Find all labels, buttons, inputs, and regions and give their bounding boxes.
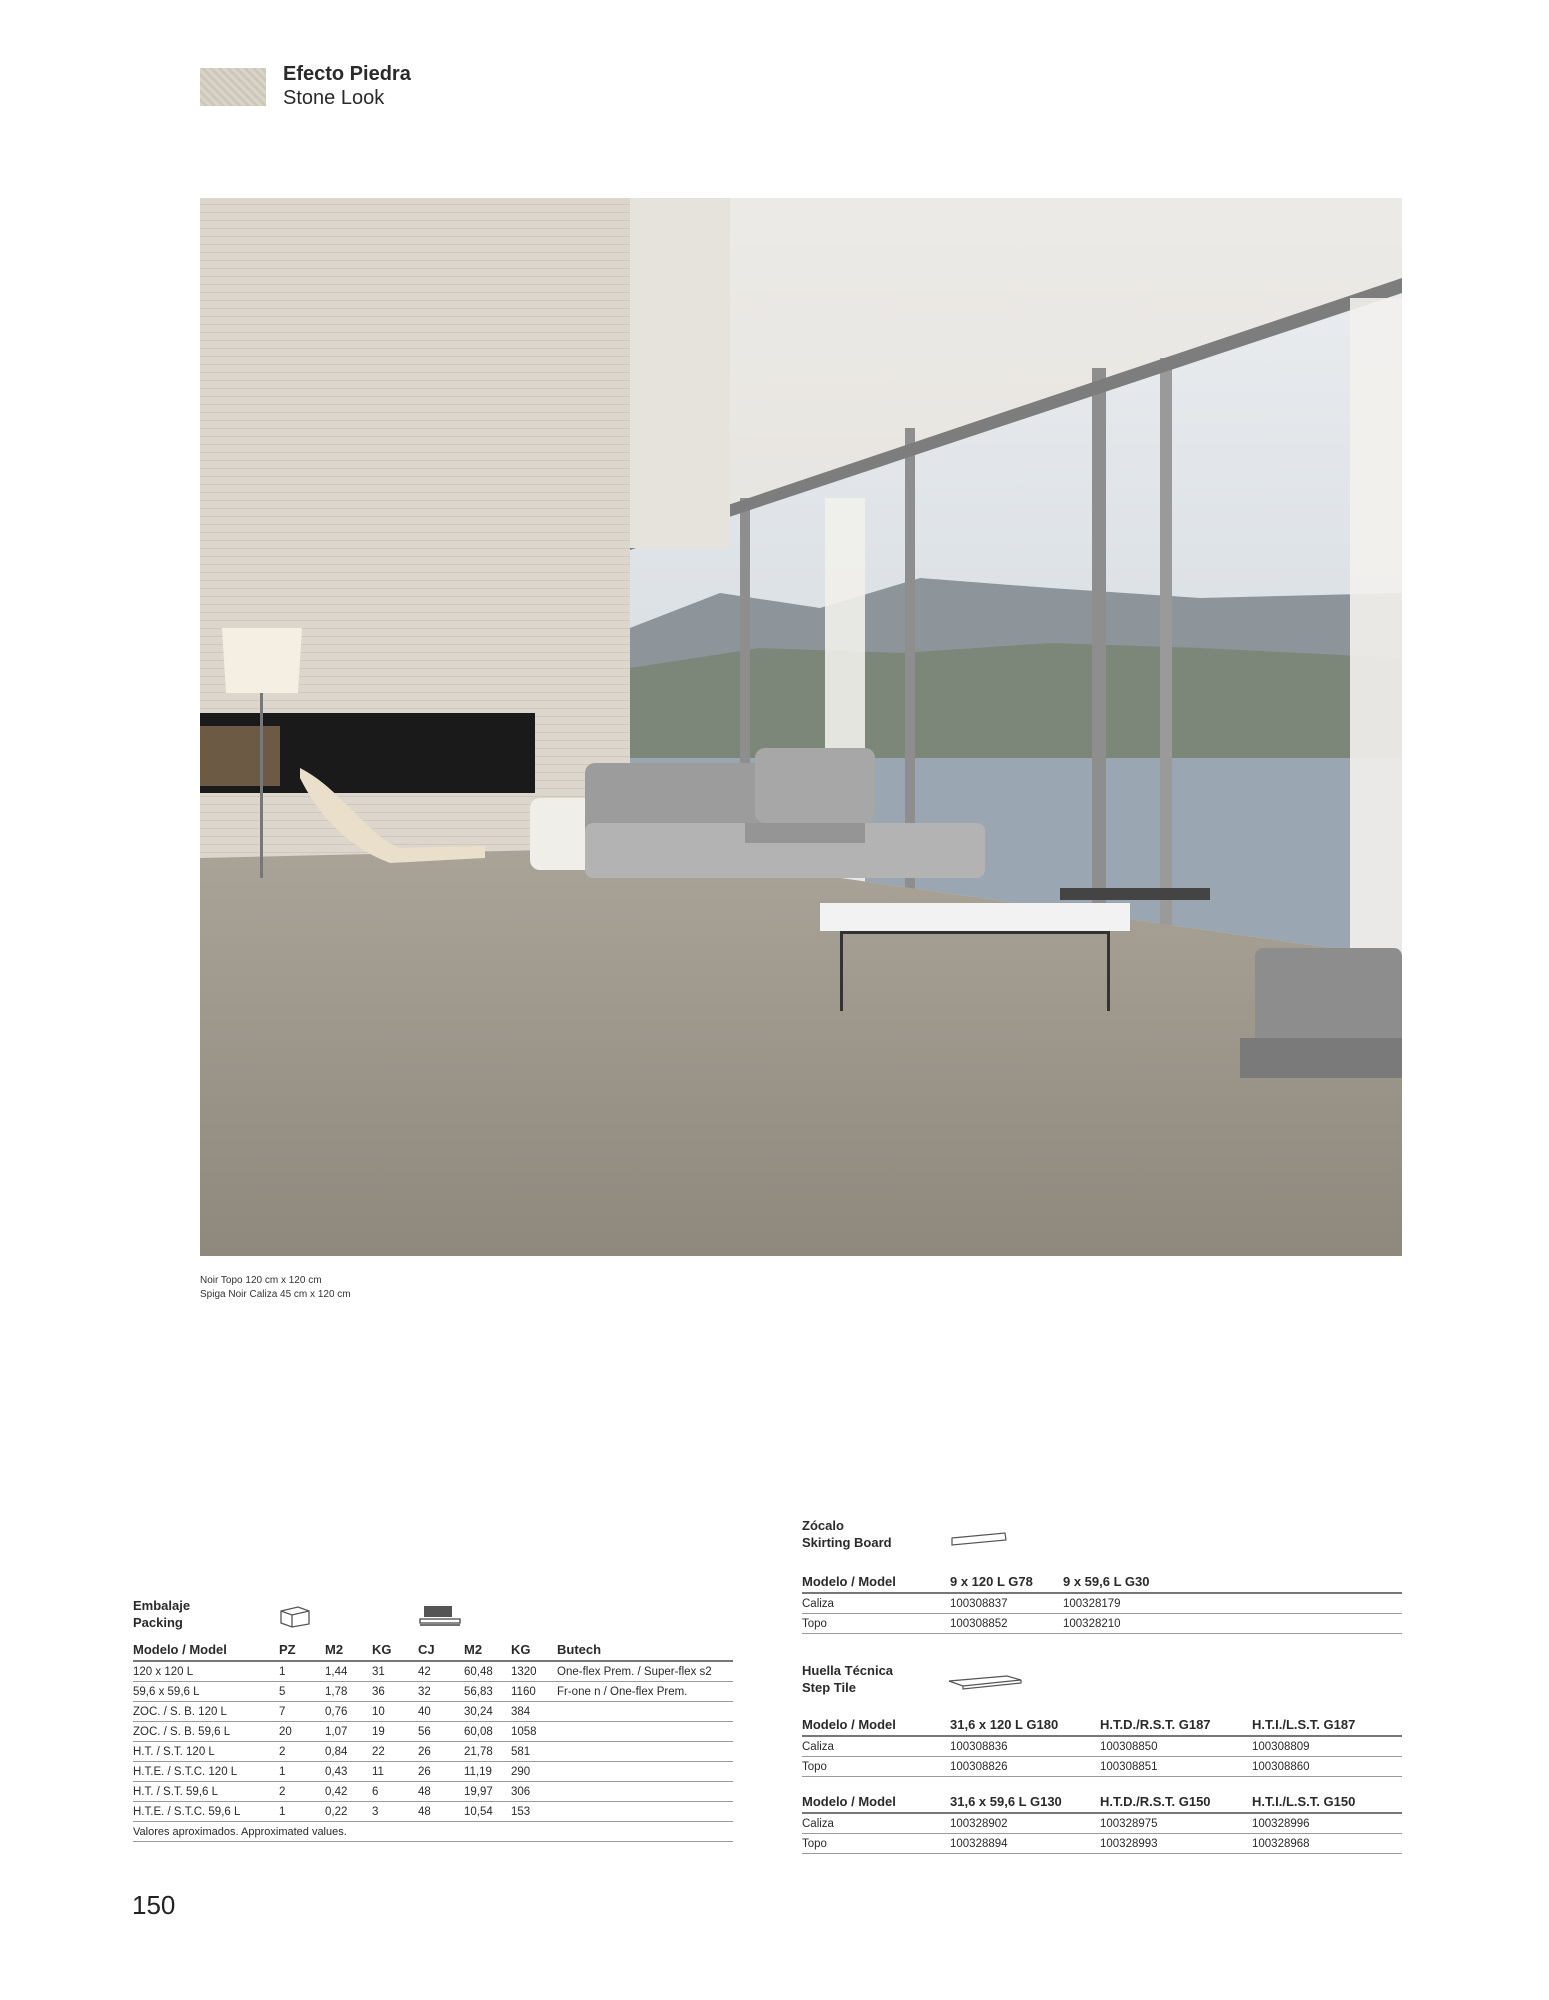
col-left: H.T.I./L.S.T. G187 xyxy=(1252,1713,1402,1736)
cell: 0,43 xyxy=(325,1762,372,1782)
cell: 36 xyxy=(372,1682,418,1702)
col-model: Modelo / Model xyxy=(133,1638,279,1661)
cell: 10 xyxy=(372,1702,418,1722)
step-header-row xyxy=(802,1790,1402,1813)
skirting-header-row xyxy=(802,1570,1402,1593)
cell: 56,83 xyxy=(464,1682,511,1702)
packing-table xyxy=(133,1638,733,1842)
col-kg: KG xyxy=(372,1638,418,1661)
cell: 100308860 xyxy=(1252,1757,1402,1777)
col-left: H.T.I./L.S.T. G150 xyxy=(1252,1790,1402,1813)
cell: Topo xyxy=(802,1757,950,1777)
table-row xyxy=(133,1722,733,1742)
cell xyxy=(557,1802,733,1822)
cell: Caliza xyxy=(802,1593,950,1614)
packing-note: Valores aproximados. Approximated values. xyxy=(133,1822,733,1842)
col-cj: CJ xyxy=(418,1638,464,1661)
cell: 100308850 xyxy=(1100,1736,1252,1757)
caption-line-1: Noir Topo 120 cm x 120 cm xyxy=(200,1275,322,1286)
cell xyxy=(557,1722,733,1742)
cell: 20 xyxy=(279,1722,325,1742)
page-number: 150 xyxy=(132,1890,176,1920)
skirting-title xyxy=(802,1517,892,1551)
step-title xyxy=(802,1662,893,1696)
cell: 31 xyxy=(372,1661,418,1682)
cell xyxy=(557,1762,733,1782)
cell: ZOC. / S. B. 59,6 L xyxy=(133,1722,279,1742)
col-m2: M2 xyxy=(325,1638,372,1661)
pallet-icon xyxy=(418,1604,462,1633)
cell: 384 xyxy=(511,1702,557,1722)
cell: 32 xyxy=(418,1682,464,1702)
step-table-596 xyxy=(802,1790,1402,1854)
cell xyxy=(557,1742,733,1762)
step-header-row xyxy=(802,1713,1402,1736)
packing-title-en: Packing xyxy=(133,1615,183,1630)
heading-spanish: Efecto Piedra xyxy=(283,63,411,85)
cell: 0,42 xyxy=(325,1782,372,1802)
cell: 19 xyxy=(372,1722,418,1742)
cell: 1,44 xyxy=(325,1661,372,1682)
skirting-table xyxy=(802,1570,1402,1634)
skirting-title-es: Zócalo xyxy=(802,1518,844,1533)
table-row xyxy=(802,1834,1402,1854)
cell xyxy=(557,1782,733,1802)
table-row xyxy=(133,1782,733,1802)
cell: 100308836 xyxy=(950,1736,1100,1757)
cell: 2 xyxy=(279,1782,325,1802)
cell xyxy=(557,1702,733,1722)
cell: 100308826 xyxy=(950,1757,1100,1777)
col-pz: PZ xyxy=(279,1638,325,1661)
cell: 10,54 xyxy=(464,1802,511,1822)
cell: 100308851 xyxy=(1100,1757,1252,1777)
table-row xyxy=(133,1742,733,1762)
cell: 100328975 xyxy=(1100,1813,1252,1834)
cell: 2 xyxy=(279,1742,325,1762)
table-row xyxy=(133,1762,733,1782)
table-row xyxy=(133,1802,733,1822)
cell: Caliza xyxy=(802,1736,950,1757)
cell: 19,97 xyxy=(464,1782,511,1802)
cell: 1,78 xyxy=(325,1682,372,1702)
cell: 0,22 xyxy=(325,1802,372,1822)
table-row xyxy=(133,1822,733,1842)
skirting-board-icon xyxy=(950,1530,1010,1553)
cell: 40 xyxy=(418,1702,464,1722)
cell: 0,84 xyxy=(325,1742,372,1762)
cell: 100328996 xyxy=(1252,1813,1402,1834)
cell: 30,24 xyxy=(464,1702,511,1722)
cell: 0,76 xyxy=(325,1702,372,1722)
cell: 306 xyxy=(511,1782,557,1802)
cell: 100328968 xyxy=(1252,1834,1402,1854)
section-heading xyxy=(283,62,411,110)
cell: 100328210 xyxy=(1063,1614,1402,1634)
col-right: H.T.D./R.S.T. G150 xyxy=(1100,1790,1252,1813)
caption-line-2: Spiga Noir Caliza 45 cm x 120 cm xyxy=(200,1289,351,1300)
table-row xyxy=(133,1702,733,1722)
col-size: 31,6 x 59,6 L G130 xyxy=(950,1790,1100,1813)
cell: 153 xyxy=(511,1802,557,1822)
interior-photo xyxy=(200,198,1402,1256)
cell: H.T. / S.T. 120 L xyxy=(133,1742,279,1762)
cell: 100328902 xyxy=(950,1813,1100,1834)
cell: 48 xyxy=(418,1802,464,1822)
cell: 5 xyxy=(279,1682,325,1702)
cell: 120 x 120 L xyxy=(133,1661,279,1682)
cell: 60,48 xyxy=(464,1661,511,1682)
table-row xyxy=(802,1736,1402,1757)
cell: 21,78 xyxy=(464,1742,511,1762)
packing-header-row xyxy=(133,1638,733,1661)
col-model: Modelo / Model xyxy=(802,1713,950,1736)
cell: 1 xyxy=(279,1762,325,1782)
cell: 6 xyxy=(372,1782,418,1802)
cell: 11 xyxy=(372,1762,418,1782)
col-model: Modelo / Model xyxy=(802,1790,950,1813)
table-row xyxy=(802,1614,1402,1634)
col-size: 31,6 x 120 L G180 xyxy=(950,1713,1100,1736)
cell: Topo xyxy=(802,1614,950,1634)
cell: 56 xyxy=(418,1722,464,1742)
cell: 100308809 xyxy=(1252,1736,1402,1757)
cell: 1 xyxy=(279,1802,325,1822)
col-right: H.T.D./R.S.T. G187 xyxy=(1100,1713,1252,1736)
table-row xyxy=(802,1813,1402,1834)
col-kg-pallet: KG xyxy=(511,1638,557,1661)
cell: 581 xyxy=(511,1742,557,1762)
cell: 1058 xyxy=(511,1722,557,1742)
table-row xyxy=(802,1757,1402,1777)
cell: Caliza xyxy=(802,1813,950,1834)
cell: 100308852 xyxy=(950,1614,1063,1634)
box-icon xyxy=(278,1604,312,1633)
cell: 1 xyxy=(279,1661,325,1682)
cell: Fr-one n / One-flex Prem. xyxy=(557,1682,733,1702)
cell: 7 xyxy=(279,1702,325,1722)
cell: H.T.E. / S.T.C. 120 L xyxy=(133,1762,279,1782)
col-size-1: 9 x 120 L G78 xyxy=(950,1570,1063,1593)
cell: 100328993 xyxy=(1100,1834,1252,1854)
cell: Topo xyxy=(802,1834,950,1854)
table-row xyxy=(133,1682,733,1702)
cell: 3 xyxy=(372,1802,418,1822)
step-table-120 xyxy=(802,1713,1402,1777)
cell: 48 xyxy=(418,1782,464,1802)
cell: 1160 xyxy=(511,1682,557,1702)
cell: H.T.E. / S.T.C. 59,6 L xyxy=(133,1802,279,1822)
table-row xyxy=(802,1593,1402,1614)
skirting-title-en: Skirting Board xyxy=(802,1535,892,1550)
cell: 100308837 xyxy=(950,1593,1063,1614)
cell: 60,08 xyxy=(464,1722,511,1742)
cell: 42 xyxy=(418,1661,464,1682)
cell: 26 xyxy=(418,1762,464,1782)
cell: 1320 xyxy=(511,1661,557,1682)
cell: 26 xyxy=(418,1742,464,1762)
col-m2-pallet: M2 xyxy=(464,1638,511,1661)
cell: 1,07 xyxy=(325,1722,372,1742)
cell: ZOC. / S. B. 120 L xyxy=(133,1702,279,1722)
cell: 100328894 xyxy=(950,1834,1100,1854)
cell: 11,19 xyxy=(464,1762,511,1782)
cell: 59,6 x 59,6 L xyxy=(133,1682,279,1702)
step-title-es: Huella Técnica xyxy=(802,1663,894,1678)
cell: 22 xyxy=(372,1742,418,1762)
heading-english: Stone Look xyxy=(283,87,385,109)
table-row xyxy=(133,1661,733,1682)
col-size-2: 9 x 59,6 L G30 xyxy=(1063,1570,1402,1593)
step-tile-icon xyxy=(947,1672,1023,1697)
step-title-en: Step Tile xyxy=(802,1680,856,1695)
cell: 100328179 xyxy=(1063,1593,1402,1614)
col-model: Modelo / Model xyxy=(802,1570,950,1593)
packing-title xyxy=(133,1597,190,1631)
stone-swatch xyxy=(200,68,266,106)
photo-caption xyxy=(200,1274,351,1302)
cell: One-flex Prem. / Super-flex s2 xyxy=(557,1661,733,1682)
cell: 290 xyxy=(511,1762,557,1782)
packing-title-es: Embalaje xyxy=(133,1598,191,1613)
col-butech: Butech xyxy=(557,1638,733,1661)
cell: H.T. / S.T. 59,6 L xyxy=(133,1782,279,1802)
